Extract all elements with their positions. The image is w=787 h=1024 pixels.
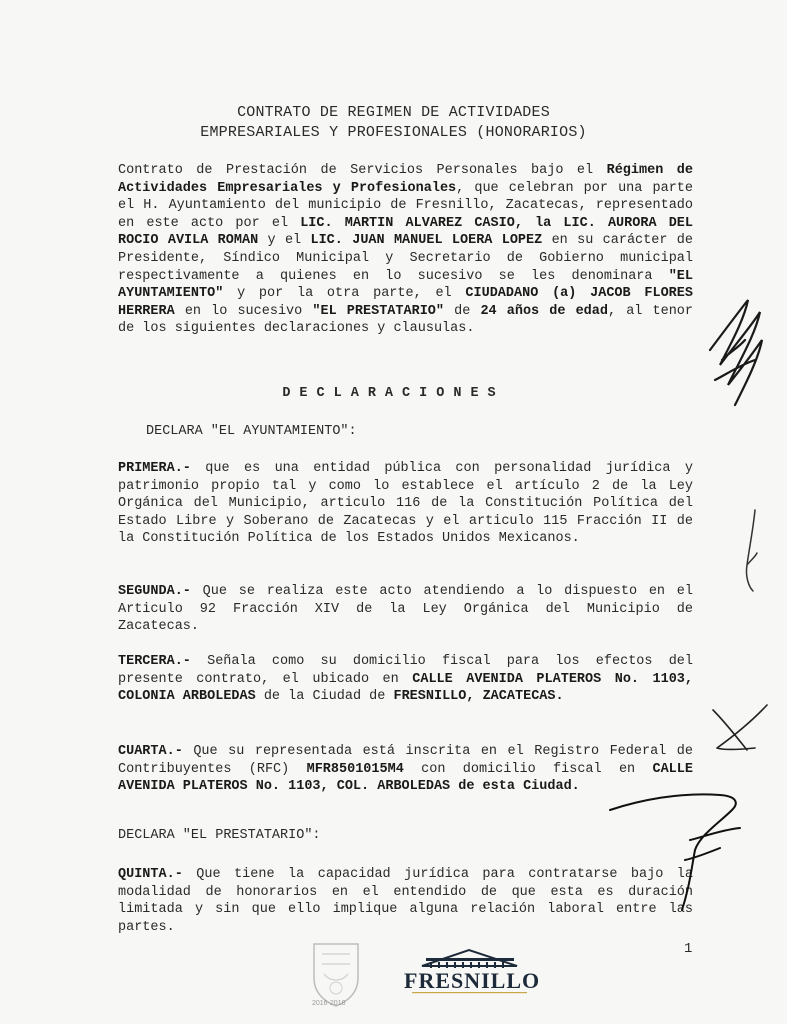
signature-cross xyxy=(705,700,775,760)
clause-cuarta: CUARTA.- Que su representada está inscrita en el Registro Federal de Contribuyentes (RFC) MFR8501015M4 con domicilio fiscal en CALLE AVENIDA PLATEROS No. 1103, COL. ARBOLEDAS de esta Ciudad. xyxy=(118,744,693,795)
seal-caption: 2016-2018 xyxy=(312,1000,346,1007)
clause-primera: PRIMERA.- que es una entidad pública con personalidad jurídica y patrimonio propio tal y como lo establece el artículo 2 de la Ley Orgánica del Municipio, articulo 116 de la Constitución Política del Estado Libre y Soberano de Zacatecas y el articulo 115 Fracción II de la Constitución Política de los Estados Unidos Mexicanos. xyxy=(118,461,693,547)
intro-paragraph: Contrato de Prestación de Servicios Personales bajo el Régimen de Actividades Empresariales y Profesionales, que celebran por una parte el H. Ayuntamiento del municipio de Fresnillo, Zacatecas, representado en este acto por el LIC. MARTIN ALVAREZ CASIO, la LIC. AURORA DEL ROCIO AVILA ROMAN y el LIC. JUAN MANUEL LOERA LOPEZ en su carácter de Presidente, Síndico Municipal y Secretario de Gobierno municipal respectivamente a quienes en lo sucesivo se les denominara "EL AYUNTAMIENTO" y por la otra parte, el CIUDADANO (a) JACOB FLORES HERRERA en lo sucesivo "EL PRESTATARIO" de 24 años de edad, al tenor de los siguientes declaraciones y clausulas. xyxy=(118,163,694,337)
contract-title-line2: EMPRESARIALES Y PROFESIONALES (HONORARIOS) xyxy=(200,124,587,141)
clause-quinta: QUINTA.- Que tiene la capacidad jurídica para contratarse bajo la modalidad de honorarios en el entendido de que esta es duración limitada y sin que ello implique alguna relación laboral entre las partes. xyxy=(118,867,693,935)
declaraciones-heading: DECLARACIONES xyxy=(282,386,505,401)
declara-prestatario-heading: DECLARA "EL PRESTATARIO": xyxy=(118,828,321,843)
declara-ayuntamiento-heading: DECLARA "EL AYUNTAMIENTO": xyxy=(146,424,357,439)
signature-large-bottom xyxy=(600,780,750,930)
fresnillo-logo-text: FRESNILLO xyxy=(404,968,541,993)
page-number: 1 xyxy=(684,941,693,957)
clause-segunda: SEGUNDA.- Que se realiza este acto atendiendo a lo dispuesto en el Articulo 92 Fracción XIV de la Ley Orgánica del Municipio de Zacatecas. xyxy=(118,584,693,635)
clause-tercera: TERCERA.- Señala como su domicilio fiscal para los efectos del presente contrato, el ubicado en CALLE AVENIDA PLATEROS No. 1103, COLONIA ARBOLEDAS de la Ciudad de FRESNILLO, ZACATECAS. xyxy=(118,654,694,705)
contract-title-line1: CONTRATO DE REGIMEN DE ACTIVIDADES xyxy=(237,104,550,121)
signature-scribble-top xyxy=(700,290,770,415)
signature-stroke-middle xyxy=(735,505,765,595)
